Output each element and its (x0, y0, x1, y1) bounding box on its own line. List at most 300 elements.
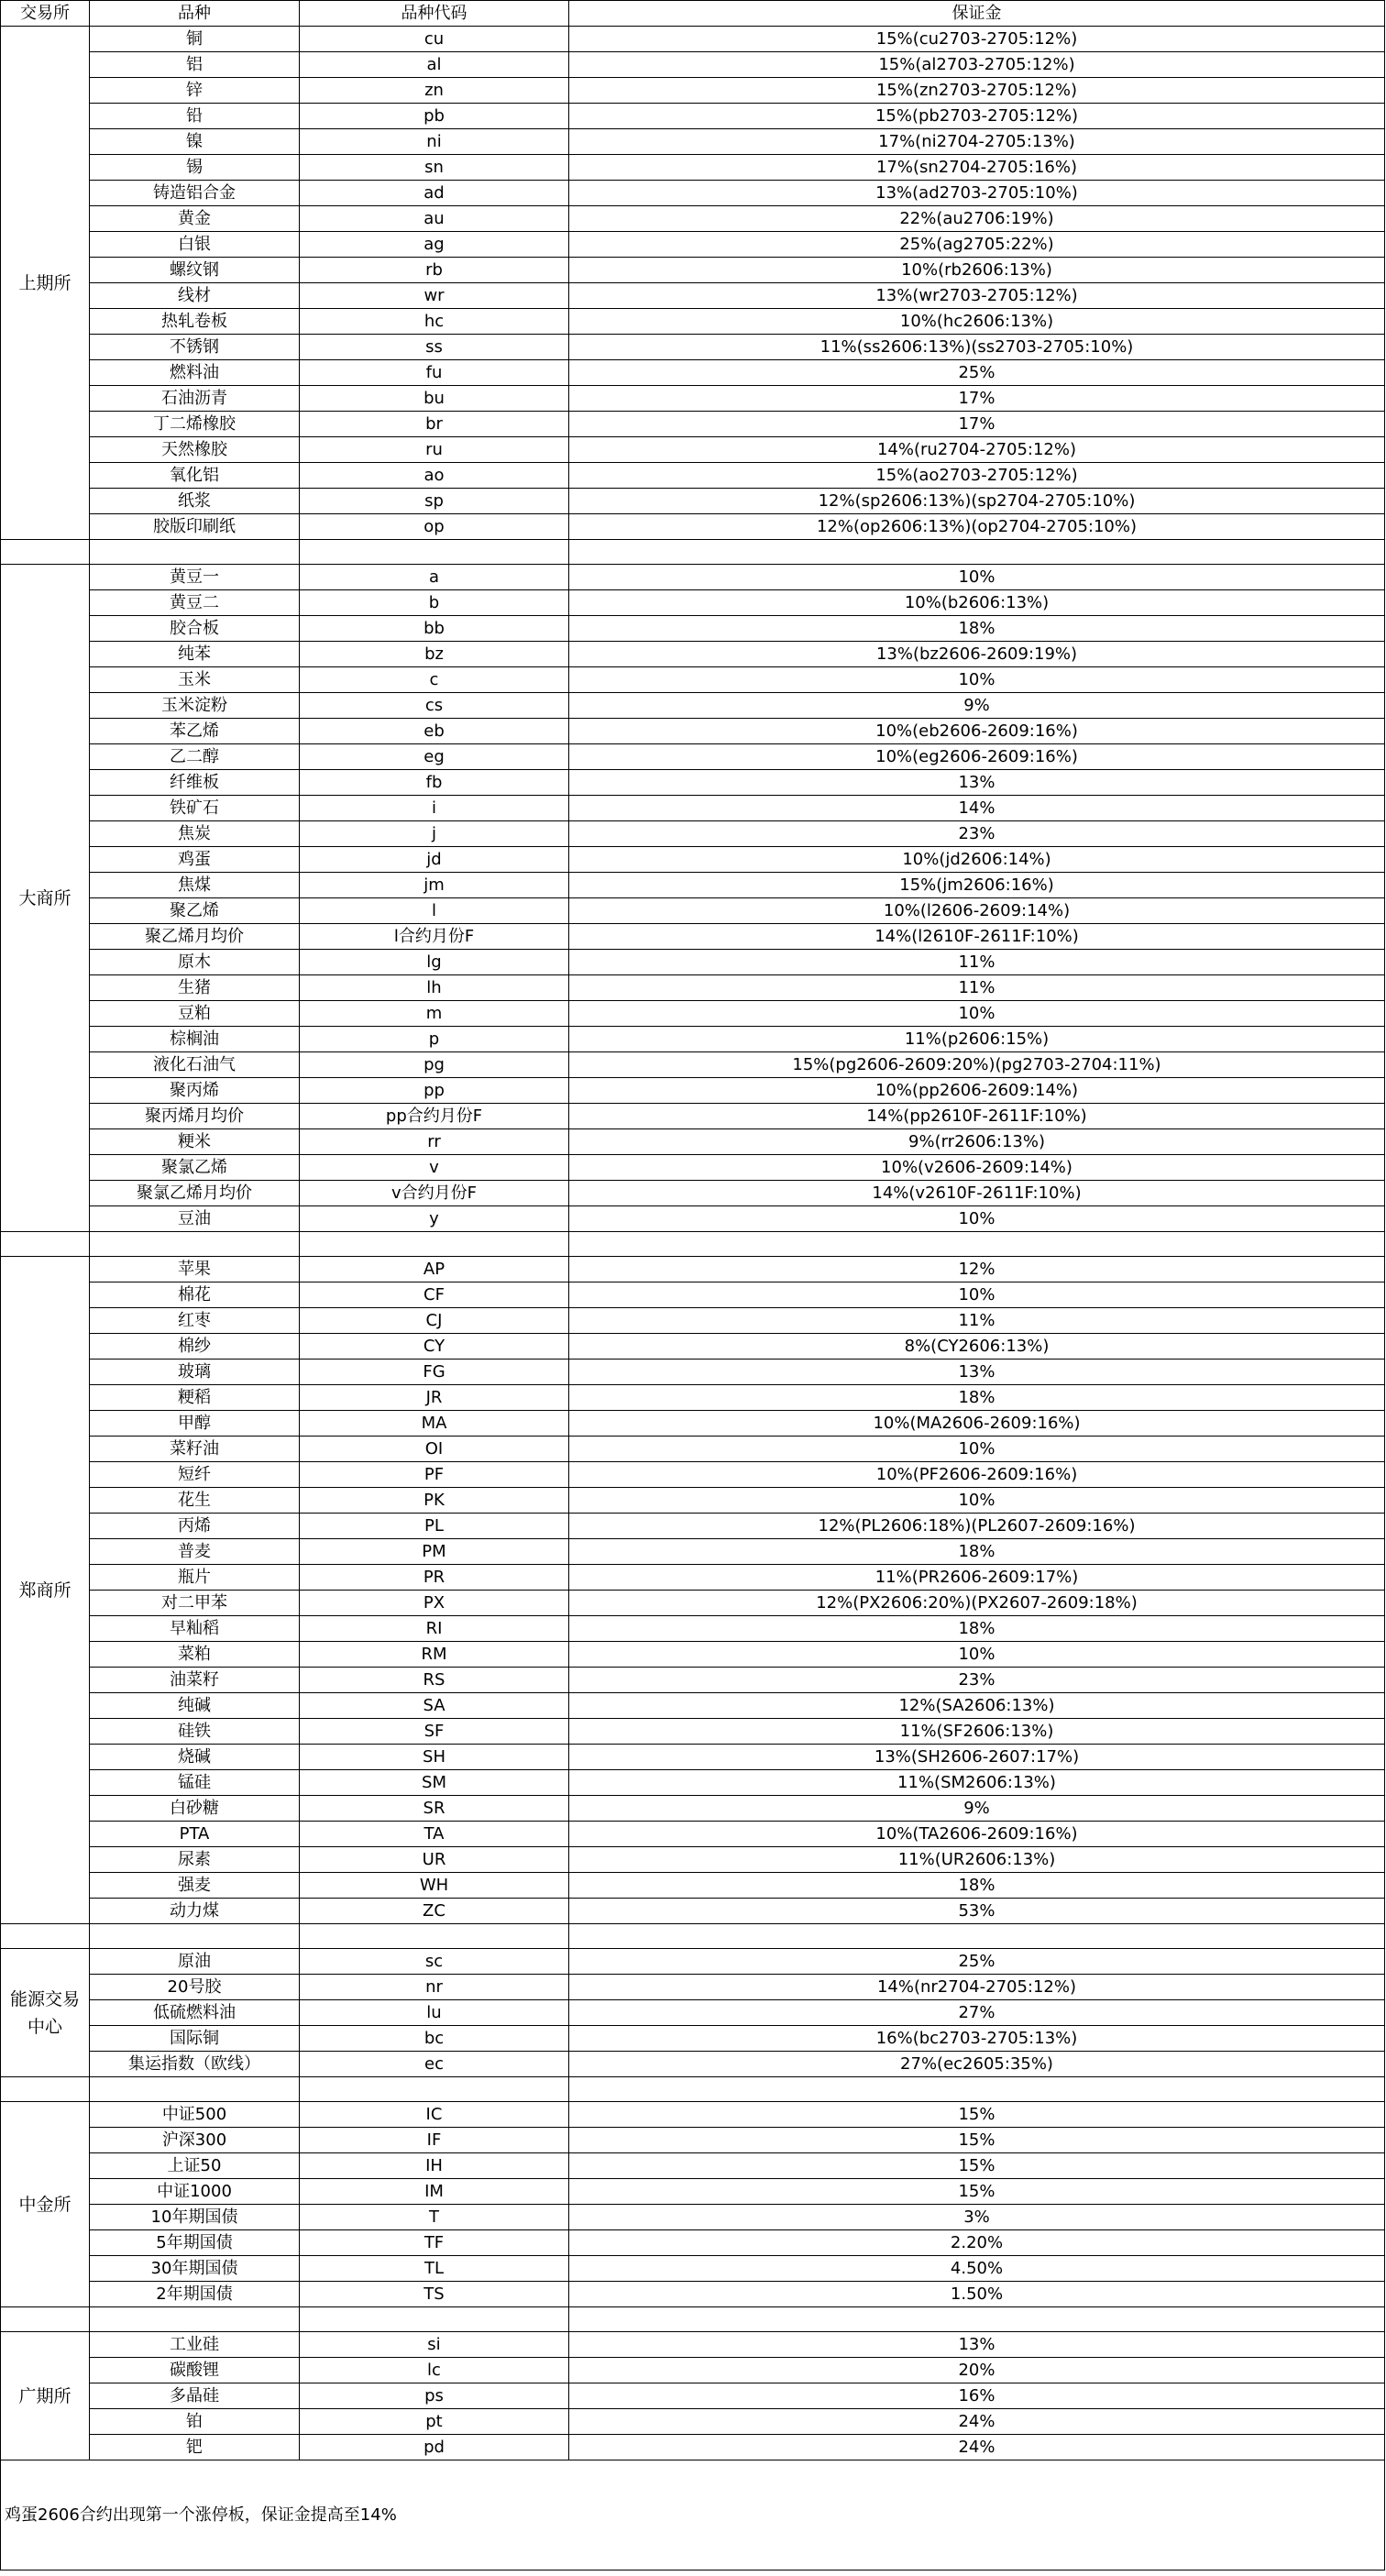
variety-cell: 胶合板 (90, 616, 300, 642)
code-cell: SR (300, 1796, 569, 1822)
variety-cell: 胶版印刷纸 (90, 514, 300, 540)
table-row (1, 335, 1385, 360)
variety-cell: 聚氯乙烯 (90, 1155, 300, 1181)
code-cell: bz (300, 642, 569, 667)
variety-cell: 工业硅 (90, 2332, 300, 2358)
code-cell: pp (300, 1078, 569, 1104)
variety-cell: 丁二烯橡胶 (90, 412, 300, 437)
variety-cell: 上证50 (90, 2153, 300, 2179)
code-cell: ni (300, 129, 569, 155)
code-cell: jd (300, 847, 569, 873)
margin-cell: 12%(SA2606:13%) (569, 1693, 1385, 1719)
variety-cell: 乙二醇 (90, 744, 300, 770)
variety-cell: 铸造铝合金 (90, 181, 300, 206)
variety-cell: 聚丙烯 (90, 1078, 300, 1104)
variety-cell: 线材 (90, 283, 300, 309)
table-row (1, 667, 1385, 693)
table-row (1, 1001, 1385, 1027)
margin-cell: 17%(sn2704-2705:16%) (569, 155, 1385, 181)
variety-cell: 黄豆一 (90, 565, 300, 590)
table-row (1, 1668, 1385, 1693)
table-row (1, 1206, 1385, 1232)
table-row (1, 1078, 1385, 1104)
table-row (1, 2332, 1385, 2358)
margin-cell: 10% (569, 1642, 1385, 1668)
table-row (1, 873, 1385, 898)
code-cell: IF (300, 2128, 569, 2153)
variety-cell: 油菜籽 (90, 1668, 300, 1693)
margin-cell: 10% (569, 1437, 1385, 1462)
empty-cell (1, 2077, 90, 2102)
table-row (1, 1616, 1385, 1642)
code-cell: IC (300, 2102, 569, 2128)
table-row (1, 1411, 1385, 1437)
exchange-cell: 广期所 (1, 2332, 90, 2460)
margin-cell: 27% (569, 2000, 1385, 2026)
margin-cell: 16%(bc2703-2705:13%) (569, 2026, 1385, 2052)
table-row (1, 2128, 1385, 2153)
code-cell: pp合约月份F (300, 1104, 569, 1129)
margin-cell: 11% (569, 1308, 1385, 1334)
table-row (1, 386, 1385, 412)
margin-cell: 10% (569, 1206, 1385, 1232)
table-row (1, 2153, 1385, 2179)
variety-cell: 30年期国债 (90, 2256, 300, 2282)
variety-cell: 纸浆 (90, 489, 300, 514)
margin-cell: 23% (569, 1668, 1385, 1693)
margin-cell: 15% (569, 2102, 1385, 2128)
empty-cell (300, 1232, 569, 1257)
margin-cell: 10%(eb2606-2609:16%) (569, 719, 1385, 744)
margin-cell: 12%(op2606:13%)(op2704-2705:10%) (569, 514, 1385, 540)
margin-cell: 11%(ss2606:13%)(ss2703-2705:10%) (569, 335, 1385, 360)
margin-cell: 13% (569, 1360, 1385, 1385)
variety-cell: 尿素 (90, 1847, 300, 1873)
margin-cell: 10%(b2606:13%) (569, 590, 1385, 616)
variety-cell: 液化石油气 (90, 1052, 300, 1078)
table-row (1, 693, 1385, 719)
code-cell: TS (300, 2282, 569, 2307)
code-cell: SF (300, 1719, 569, 1745)
empty-cell (569, 1232, 1385, 1257)
variety-cell: 短纤 (90, 1462, 300, 1488)
code-cell: wr (300, 283, 569, 309)
margin-cell: 1.50% (569, 2282, 1385, 2307)
variety-cell: 热轧卷板 (90, 309, 300, 335)
code-cell: ao (300, 463, 569, 489)
table-row (1, 1027, 1385, 1052)
table-row (1, 206, 1385, 232)
table-row (1, 1488, 1385, 1514)
variety-cell: 聚乙烯 (90, 898, 300, 924)
variety-cell: 锰硅 (90, 1770, 300, 1796)
table-row (1, 2000, 1385, 2026)
variety-cell: 棕榈油 (90, 1027, 300, 1052)
table-row (1, 1385, 1385, 1411)
variety-cell: 螺纹钢 (90, 258, 300, 283)
code-cell: IM (300, 2179, 569, 2205)
table-row (1, 642, 1385, 667)
code-cell: FG (300, 1360, 569, 1385)
table-row (1, 796, 1385, 821)
margin-cell: 10%(TA2606-2609:16%) (569, 1822, 1385, 1847)
empty-cell (300, 2307, 569, 2332)
code-cell: PK (300, 1488, 569, 1514)
table-row (1, 2102, 1385, 2128)
variety-cell: 燃料油 (90, 360, 300, 386)
code-cell: l合约月份F (300, 924, 569, 950)
margin-cell: 13% (569, 770, 1385, 796)
code-cell: JR (300, 1385, 569, 1411)
margin-cell: 10%(l2606-2609:14%) (569, 898, 1385, 924)
variety-cell: 锡 (90, 155, 300, 181)
variety-cell: 白砂糖 (90, 1796, 300, 1822)
margin-cell: 22%(au2706:19%) (569, 206, 1385, 232)
margin-cell: 11%(p2606:15%) (569, 1027, 1385, 1052)
margin-cell: 17% (569, 412, 1385, 437)
margin-cell: 10% (569, 1282, 1385, 1308)
variety-cell: 粳稻 (90, 1385, 300, 1411)
variety-cell: 铝 (90, 52, 300, 78)
margin-cell: 13%(wr2703-2705:12%) (569, 283, 1385, 309)
margin-cell: 20% (569, 2358, 1385, 2383)
table-row (1, 847, 1385, 873)
code-cell: ec (300, 2052, 569, 2077)
exchange-cell: 能源交易中心 (1, 1949, 90, 2077)
table-row (1, 360, 1385, 386)
code-cell: br (300, 412, 569, 437)
code-cell: PF (300, 1462, 569, 1488)
code-cell: RI (300, 1616, 569, 1642)
table-row (1, 1462, 1385, 1488)
separator-row (1, 1232, 1385, 1257)
code-cell: PM (300, 1539, 569, 1565)
code-cell: ad (300, 181, 569, 206)
table-row (1, 181, 1385, 206)
code-cell: b (300, 590, 569, 616)
code-cell: i (300, 796, 569, 821)
table-row (1, 52, 1385, 78)
variety-cell: 中证500 (90, 2102, 300, 2128)
variety-cell: 聚乙烯月均价 (90, 924, 300, 950)
variety-cell: 原油 (90, 1949, 300, 1975)
margin-cell: 15% (569, 2128, 1385, 2153)
code-cell: y (300, 1206, 569, 1232)
variety-cell: 20号胶 (90, 1975, 300, 2000)
table-row (1, 975, 1385, 1001)
variety-cell: 豆粕 (90, 1001, 300, 1027)
table-row (1, 1770, 1385, 1796)
margin-cell: 13% (569, 2332, 1385, 2358)
variety-cell: 聚丙烯月均价 (90, 1104, 300, 1129)
code-cell: eg (300, 744, 569, 770)
margin-cell: 14%(nr2704-2705:12%) (569, 1975, 1385, 2000)
code-cell: ag (300, 232, 569, 258)
table-row (1, 155, 1385, 181)
margin-cell: 14%(ru2704-2705:12%) (569, 437, 1385, 463)
margin-cell: 2.20% (569, 2230, 1385, 2256)
margin-cell: 10% (569, 1488, 1385, 1514)
table-row (1, 2179, 1385, 2205)
code-cell: lh (300, 975, 569, 1001)
variety-cell: 纯苯 (90, 642, 300, 667)
variety-cell: 黄金 (90, 206, 300, 232)
variety-cell: 动力煤 (90, 1899, 300, 1924)
table-row (1, 1104, 1385, 1129)
header-row (1, 1, 1385, 27)
code-cell: WH (300, 1873, 569, 1899)
table-row (1, 1745, 1385, 1770)
note-text: 鸡蛋2606合约出现第一个涨停板，保证金提高至14% (1, 2460, 1385, 2570)
code-cell: ps (300, 2383, 569, 2409)
variety-cell: 纯碱 (90, 1693, 300, 1719)
variety-cell: 铁矿石 (90, 796, 300, 821)
note-row (1, 2460, 1385, 2570)
margin-cell: 10%(v2606-2609:14%) (569, 1155, 1385, 1181)
table-row (1, 437, 1385, 463)
table-row (1, 1155, 1385, 1181)
code-cell: IH (300, 2153, 569, 2179)
variety-cell: 普麦 (90, 1539, 300, 1565)
code-cell: a (300, 565, 569, 590)
empty-cell (90, 1232, 300, 1257)
code-cell: SA (300, 1693, 569, 1719)
separator-row (1, 1924, 1385, 1949)
margin-cell: 14%(l2610F-2611F:10%) (569, 924, 1385, 950)
code-cell: v合约月份F (300, 1181, 569, 1206)
code-cell: ru (300, 437, 569, 463)
variety-cell: 玉米 (90, 667, 300, 693)
table-row (1, 1360, 1385, 1385)
table-row (1, 616, 1385, 642)
margin-cell: 15% (569, 2153, 1385, 2179)
margin-cell: 10%(eg2606-2609:16%) (569, 744, 1385, 770)
margin-cell: 18% (569, 1873, 1385, 1899)
margin-cell: 18% (569, 1539, 1385, 1565)
variety-cell: 瓶片 (90, 1565, 300, 1591)
margin-cell: 15%(pg2606-2609:20%)(pg2703-2704:11%) (569, 1052, 1385, 1078)
variety-cell: 低硫燃料油 (90, 2000, 300, 2026)
code-cell: UR (300, 1847, 569, 1873)
empty-cell (569, 1924, 1385, 1949)
code-cell: pd (300, 2435, 569, 2460)
exchange-cell: 上期所 (1, 27, 90, 540)
variety-cell: 5年期国债 (90, 2230, 300, 2256)
margin-cell: 25% (569, 360, 1385, 386)
table-row (1, 1796, 1385, 1822)
table-row (1, 590, 1385, 616)
code-cell: sc (300, 1949, 569, 1975)
table-row (1, 514, 1385, 540)
table-row (1, 104, 1385, 129)
table-row (1, 283, 1385, 309)
table-row (1, 2230, 1385, 2256)
margin-cell: 12%(PL2606:18%)(PL2607-2609:16%) (569, 1514, 1385, 1539)
code-cell: j (300, 821, 569, 847)
variety-cell: 聚氯乙烯月均价 (90, 1181, 300, 1206)
empty-cell (90, 2077, 300, 2102)
code-cell: CJ (300, 1308, 569, 1334)
exchange-cell: 中金所 (1, 2102, 90, 2307)
margin-cell: 10%(rb2606:13%) (569, 258, 1385, 283)
code-cell: RS (300, 1668, 569, 1693)
code-cell: pg (300, 1052, 569, 1078)
variety-cell: 国际铜 (90, 2026, 300, 2052)
empty-cell (90, 1924, 300, 1949)
margin-cell: 4.50% (569, 2256, 1385, 2282)
variety-cell: 强麦 (90, 1873, 300, 1899)
variety-cell: 粳米 (90, 1129, 300, 1155)
code-cell: bc (300, 2026, 569, 2052)
table-row (1, 309, 1385, 335)
table-row (1, 1514, 1385, 1539)
code-cell: jm (300, 873, 569, 898)
code-cell: SH (300, 1745, 569, 1770)
table-row (1, 1181, 1385, 1206)
table-row (1, 770, 1385, 796)
code-cell: al (300, 52, 569, 78)
empty-cell (569, 540, 1385, 565)
margin-cell: 18% (569, 616, 1385, 642)
variety-cell: 玉米淀粉 (90, 693, 300, 719)
margin-cell: 9%(rr2606:13%) (569, 1129, 1385, 1155)
table-row (1, 1282, 1385, 1308)
code-cell: zn (300, 78, 569, 104)
variety-cell: 早籼稻 (90, 1616, 300, 1642)
code-cell: lg (300, 950, 569, 975)
code-cell: ZC (300, 1899, 569, 1924)
exchange-cell: 郑商所 (1, 1257, 90, 1924)
variety-cell: 焦炭 (90, 821, 300, 847)
table-row (1, 1719, 1385, 1745)
code-cell: lc (300, 2358, 569, 2383)
table-row (1, 2383, 1385, 2409)
empty-cell (569, 2307, 1385, 2332)
code-cell: m (300, 1001, 569, 1027)
code-cell: CY (300, 1334, 569, 1360)
code-cell: SM (300, 1770, 569, 1796)
table-row (1, 565, 1385, 590)
code-cell: PX (300, 1591, 569, 1616)
empty-cell (1, 1232, 90, 1257)
code-cell: c (300, 667, 569, 693)
table-row (1, 2026, 1385, 2052)
margin-cell: 11% (569, 950, 1385, 975)
margin-cell: 15%(cu2703-2705:12%) (569, 27, 1385, 52)
code-cell: l (300, 898, 569, 924)
table-row (1, 1899, 1385, 1924)
empty-cell (90, 2307, 300, 2332)
table-row (1, 1591, 1385, 1616)
table-row (1, 1565, 1385, 1591)
variety-cell: 镍 (90, 129, 300, 155)
empty-cell (1, 540, 90, 565)
code-cell: pt (300, 2409, 569, 2435)
variety-cell: 对二甲苯 (90, 1591, 300, 1616)
code-cell: TA (300, 1822, 569, 1847)
margin-cell: 15%(zn2703-2705:12%) (569, 78, 1385, 104)
code-cell: PL (300, 1514, 569, 1539)
margin-cell: 10%(jd2606:14%) (569, 847, 1385, 873)
code-cell: cs (300, 693, 569, 719)
code-cell: PR (300, 1565, 569, 1591)
table-row (1, 1847, 1385, 1873)
variety-cell: 花生 (90, 1488, 300, 1514)
code-cell: p (300, 1027, 569, 1052)
table-row (1, 258, 1385, 283)
table-row (1, 1642, 1385, 1668)
margin-cell: 25% (569, 1949, 1385, 1975)
header-code: 品种代码 (300, 1, 569, 27)
empty-cell (300, 2077, 569, 2102)
table-row (1, 1257, 1385, 1282)
header-margin: 保证金 (569, 1, 1385, 27)
variety-cell: 硅铁 (90, 1719, 300, 1745)
variety-cell: 苹果 (90, 1257, 300, 1282)
table-row (1, 27, 1385, 52)
margin-cell: 9% (569, 693, 1385, 719)
margin-cell: 17% (569, 386, 1385, 412)
variety-cell: 多晶硅 (90, 2383, 300, 2409)
variety-cell: 沪深300 (90, 2128, 300, 2153)
code-cell: TF (300, 2230, 569, 2256)
table-row (1, 412, 1385, 437)
table-row (1, 719, 1385, 744)
table-row (1, 1052, 1385, 1078)
margin-cell: 14%(v2610F-2611F:10%) (569, 1181, 1385, 1206)
variety-cell: 玻璃 (90, 1360, 300, 1385)
variety-cell: 碳酸锂 (90, 2358, 300, 2383)
margin-cell: 13%(ad2703-2705:10%) (569, 181, 1385, 206)
variety-cell: 菜籽油 (90, 1437, 300, 1462)
variety-cell: 天然橡胶 (90, 437, 300, 463)
table-row (1, 463, 1385, 489)
margin-cell: 15%(al2703-2705:12%) (569, 52, 1385, 78)
code-cell: TL (300, 2256, 569, 2282)
variety-cell: 2年期国债 (90, 2282, 300, 2307)
variety-cell: 铜 (90, 27, 300, 52)
margin-cell: 12% (569, 1257, 1385, 1282)
variety-cell: 石油沥青 (90, 386, 300, 412)
code-cell: rb (300, 258, 569, 283)
variety-cell: 豆油 (90, 1206, 300, 1232)
code-cell: fu (300, 360, 569, 386)
code-cell: ss (300, 335, 569, 360)
code-cell: pb (300, 104, 569, 129)
margin-cell: 18% (569, 1385, 1385, 1411)
variety-cell: 氧化铝 (90, 463, 300, 489)
margin-cell: 11%(UR2606:13%) (569, 1847, 1385, 1873)
code-cell: T (300, 2205, 569, 2230)
variety-cell: 钯 (90, 2435, 300, 2460)
table-row (1, 2435, 1385, 2460)
variety-cell: 铂 (90, 2409, 300, 2435)
margin-cell: 11%(PR2606-2609:17%) (569, 1565, 1385, 1591)
empty-cell (1, 2307, 90, 2332)
separator-row (1, 2307, 1385, 2332)
margin-cell: 9% (569, 1796, 1385, 1822)
table-row (1, 1693, 1385, 1719)
margin-cell: 23% (569, 821, 1385, 847)
variety-cell: 烧碱 (90, 1745, 300, 1770)
variety-cell: 鸡蛋 (90, 847, 300, 873)
code-cell: MA (300, 1411, 569, 1437)
margin-cell: 10%(hc2606:13%) (569, 309, 1385, 335)
variety-cell: 集运指数（欧线） (90, 2052, 300, 2077)
margin-cell: 15%(pb2703-2705:12%) (569, 104, 1385, 129)
margin-cell: 8%(CY2606:13%) (569, 1334, 1385, 1360)
margin-cell: 53% (569, 1899, 1385, 1924)
